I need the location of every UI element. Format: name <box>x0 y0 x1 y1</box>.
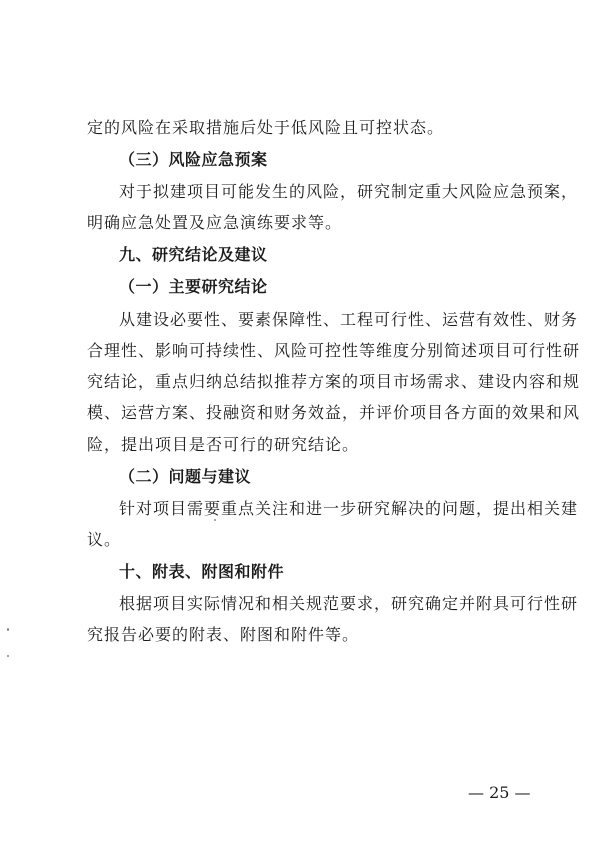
subsection-heading-issues-suggestions: （二）问题与建议 <box>119 467 252 486</box>
paragraph-line: 险，提出项目是否可行的研究结论。 <box>87 435 360 454</box>
paragraph-line: 议。 <box>87 530 122 549</box>
paragraph-line: 究结论，重点归纳总结拟推荐方案的项目市场需求、建设内容和规 <box>87 372 581 391</box>
scan-speck <box>7 628 9 631</box>
paragraph-line: 明确应急处置及应急演练要求等。 <box>87 213 343 232</box>
paragraph-line: 定的风险在采取措施后处于低风险且可控状态。 <box>87 118 445 137</box>
section-heading-attachments: 十、附表、附图和附件 <box>119 562 285 581</box>
paragraph-line: 模、运营方案、投融资和财务效益，并评价项目各方面的效果和风 <box>87 403 581 422</box>
paragraph-line: 合理性、影响可持续性、风险可控性等维度分别简述项目可行性研 <box>87 341 581 360</box>
scan-speck <box>214 519 216 521</box>
paragraph-line: 究报告必要的附表、附图和附件等。 <box>87 625 360 644</box>
paragraph-line: 根据项目实际情况和相关规范要求，研究确定并附具可行性研 <box>119 594 579 613</box>
subsection-heading-risk-emergency-plan: （三）风险应急预案 <box>119 150 268 169</box>
section-heading-conclusions: 九、研究结论及建议 <box>119 245 268 264</box>
page-number: — 25 — <box>468 783 531 802</box>
paragraph-line: 从建设必要性、要素保障性、工程可行性、运营有效性、财务 <box>119 310 579 329</box>
scan-speck <box>7 655 9 657</box>
paragraph-line: 对于拟建项目可能发生的风险，研究制定重大风险应急预案， <box>119 182 579 201</box>
subsection-heading-main-conclusions: （一）主要研究结论 <box>119 277 268 296</box>
paragraph-line: 针对项目需要重点关注和进一步研究解决的问题，提出相关建 <box>119 499 579 518</box>
